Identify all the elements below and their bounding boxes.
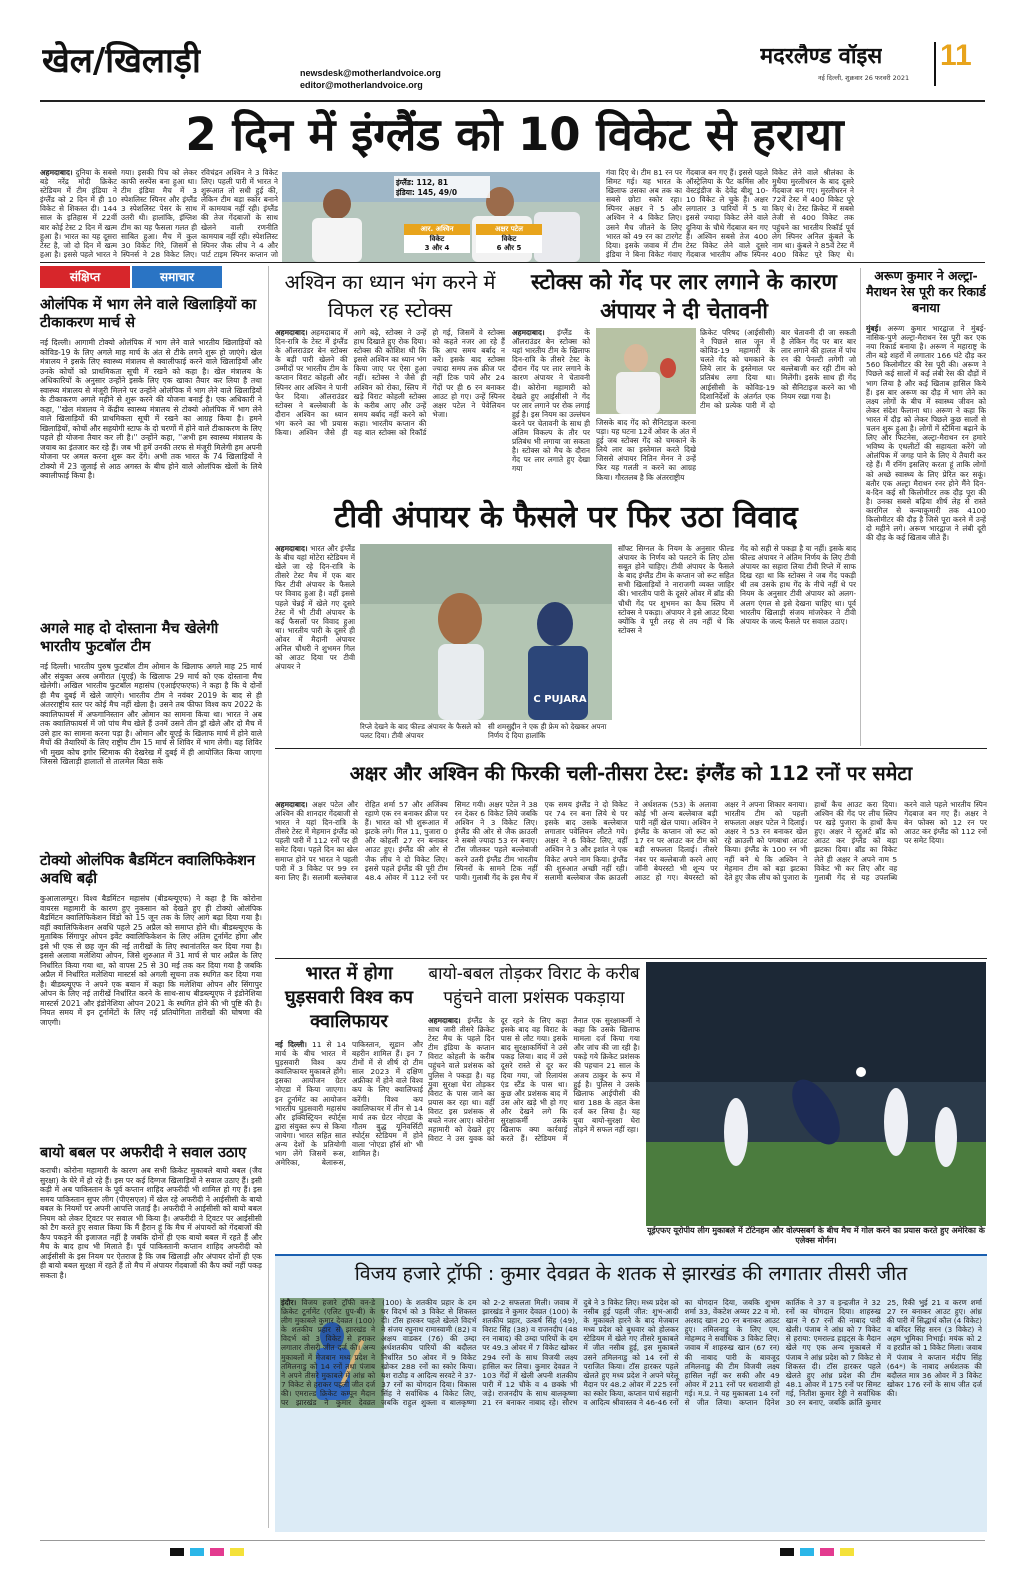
a3-caption: जिसके बाद गेंद को सैनिटाइज करना पड़ा। यह घटना 12वें ओवर के अंत में हुई जब स्टोक्स गेंद को चमकाने के लिये लार का इस्तेमाल करते दिखे जिससे अंपायर नितिन मेनन ने उन्हें फिर यह गलती न करने का आग्रह किया। गौरतलब है कि अंतरराष्ट्रीय <box>596 418 696 482</box>
mark-black <box>170 1548 184 1556</box>
main-col-6: विकेट लेने वाले श्रीलंका के मुथैया मुरलीधरन के बाद दूसरे गेंदबाज बन गए। मुरलीधरन ने 72वें टेस्ट में 400 विकेट पूरे किए थे। टेस्ट क्रिकेट में सबसे तेजी से 400 विकेट तक पहुंचने का भारतीय रिकॉर्ड पूर्व लेग स्पिनर अनिल कुंबले के नाम था। कुंबले ने 85वें टेस्ट में 400 विकेट पूरे किए थे। <box>772 168 854 258</box>
sidebar-badge <box>40 266 262 288</box>
score-box <box>394 176 490 198</box>
a7-text: नई दिल्ली। 11 से 14 मार्च के बीच भारत में घुड़सवारी विश्व कप क्वालिफायर मुकाबले होंगे। इसका आयोजन ग्रेटर नोएडा में किया जाएगा। इन टूर्नामेंट का आयोजन भारतीय घुड़सवारी महासंघ और इक्विस्ट्रियन स्पोर्ट्स द्वारा संयुक्त रूप से किया जायेगा। भारत सहित सात अन्य देशों के प्रतियोगी भाग लेंगे जिसमें रूस, अमेरिका, बेलारूस, पाकिस्तान, सूडान और बहरीन शामिल हैं। इन 7 टीमों में से शीर्ष दो टीम साल 2023 में दक्षिण अफ्रीका में होने वाले विश्व कप के लिए क्वालिफाई करेंगी। विश्व कप क्वालिफायर में तीन से 14 मार्च तक ग्रेटर नोएडा के गौतम बुद्ध यूनिवर्सिटी स्पोर्ट्स स्टेडियम में होने वाला 'नोएडा हॉर्स शो' भी शामिल है। <box>275 1040 423 1168</box>
a6-text: अहमदाबाद। अक्षर पटेल और अश्विन की शानदार गेंदबाजी से भारत ने यहां दिन-रात्रि के तीसरे टेस्ट में मेहमान इंग्लैंड को पहली पारी में 112 रनों पर ही समेट दिया। पहले दिन का खेल समाप्त होने पर भारत ने पहली पारी में 3 विकेट पर 99 रन बना लिए हैं। सलामी बल्लेबाज रोहित शर्मा 57 और अजिंक्य रहाणे एक रन बनाकर क्रीज पर हैं। भारत को भी शुरूआत में झटके लगे। गिल 11, पुजारा 0 और कोहली 27 रन बनाकर आउट हुए। इंग्लैंड की ओर से जैक लीच ने दो विकेट लिए। इससे पहले इंग्लैंड की पूरी टीम 48.4 ओवर में 112 रनों पर सिमट गयी। अक्षर पटेल ने 38 रन देकर 6 विकेट लिये जबकि अश्विन ने 3 विकेट लिए। इंग्लैंड की ओर से जैक क्राउली ने सबसे ज्यादा 53 रन बनाए। टॉस जीतकर पहले बल्लेबाजी करने उतरी इंग्लैंड टीम भारतीय स्पिनरों के सामने टिक नहीं पायी। गुलाबी गेंद के इस मैच में एक समय इंग्लैंड ने दो विकेट पर 74 रन बना लिये थे पर इसके बाद उसके बल्लेबाज लगातार पवेलियन लौटते गये। अक्षर ने 6 विकेट लिए, वहीं अश्विन ने 3 और इशांत ने एक विकेट अपने नाम किया। इंग्लैंड की शुरुआत अच्छी नहीं रही। सलामी बल्लेबाज जैक क्राउली ने अर्धशतक (53) के अलावा कोई भी अन्य बल्लेबाज बड़ी पारी नहीं खेल पाया। अश्विन ने इंग्लैंड के कप्तान जो रूट को 17 रन पर आउट कर टीम को बड़ी सफलता दिलाई। तीसरे नंबर पर बल्लेबाजी करने आए जॉनी बेयरस्टो भी शून्य पर आउट हो गए। बेयरस्टो को अक्षर ने अपना शिकार बनाया। भारतीय टीम को पहली सफलता अक्षर पटेल ने दिलाई। अक्षर ने 53 रन बनाकर खेल रहे क्राउली को पगबाधा आउट किया। इंग्लैंड के 100 रन भी नहीं बने थे कि अश्विन ने मेहमान टीम को बड़ा झटका देते हुए जैक लीच को पुजारा के हाथों कैच आउट करा दिया। अश्विन की गेंद पर लीच स्लिप पर खड़े पुजारा के हाथों कैच हुए। अक्षर ने स्टुअर्ट ब्रॉड को आउट कर इंग्लैंड को बड़ा झटका दिया। ब्रॉड का विकेट लेते ही अक्षर ने अपने नाम 5 विकेट भी कर लिए और वह गुलाबी गेंद से यह उपलब्धि करने वाले पहले भारतीय स्पिन गेंदबाज बन गए हैं। अक्षर ने बेन फोक्स को 12 रन पर आउट कर इंग्लैंड को 112 रनों पर समेट दिया। <box>275 800 987 882</box>
a6-top-rule <box>275 748 987 749</box>
sidebar <box>40 266 262 1532</box>
mark-cyan-2 <box>800 1548 814 1556</box>
stat-ashwin-name: आर. अश्विन <box>404 224 470 235</box>
a3-headline: स्टोक्स को गेंद पर लार लगाने के कारण अंपायर ने दी चेतावनी <box>531 270 837 324</box>
a3-text-2: क्रिकेट परिषद (आईसीसी) ने पिछले साल जून में कोविड-19 महामारी के चलते गेंद को चमकाने के लिये लार के इस्तेमाल पर प्रतिबंध लगा दिया था। आईसीसी के कोविड-19 दिशानिर्देशों के अंतर्गत एक टीम को प्रत्येक पारी में दो बार चेतावनी दी जा सकती है लेकिन गेंद पर बार बार लार लगाने की हालत में पांच रन की पेनल्टी लगेगी जो बल्लेबाजी कर रही टीम को मिलेंगी। इसके साथ ही गेंद को सैनिटाइज करने का भी नियम रखा गया है। <box>700 328 856 410</box>
main-col-3: रविचंद्रन अश्विन ने 3 विकेट लिए। पहली पारी में भारत ने शुरूआत तो सधी हुई की, लेकिन टीम बड़ा स्कोर बनाने में कामयाब नहीं रही। इंग्लैंड की तेज गेंदबाजों के साथ खेलने वाली रणनीति कामयाब नहीं रही। स्पेशलिस्ट स्पिनर जैक लीच ने 4 और पार्ट टाइम स्पिनर कप्तान जो <box>201 168 278 258</box>
a5-caption-left: रिप्ले देखने के बाद फील्ड अंपायर के फैसले को पलट दिया। टीवी अंपायर <box>360 722 481 740</box>
a10-headline: विजय हजारे ट्रॉफी : कुमार देवव्रत के शतक से झारखंड की लगातार तीसरी जीत <box>354 1262 908 1285</box>
a9-caption: यूईएफए यूरोपीय लीग मुकाबले में टॉटेनहम और वोल्फ्सबर्ग के बीच मैच में गोल करने का प्रयास करते हुए अमेरिका के एलेक्स मोर्गन। <box>647 1226 985 1245</box>
svg-text:C PUJARA: C PUJARA <box>533 694 587 705</box>
badge-left: संक्षिप्त <box>40 266 130 288</box>
section-title: खेल/खिलाड़ी <box>42 41 201 81</box>
badge-right: समाचार <box>132 266 222 288</box>
a5-text-3: गेंद को सही से पकड़ा है या नहीं। इसके बाद फील्ड अंपायर ने अंतिम निर्णय के लिए टीवी अंपायर का सहारा लिया टीवी रिप्ले में साफ दिख रहा था कि स्टोक्स ने जब गेंद पकड़ी थी तब उसके हाथ गेंद के नीचे नहीं थे पर नियम के अनुसार टीवी अंपायर को अलग-अलग एंगल से इसे देखना चाहिए था। पूर्व भारतीय खिलाड़ी संजय मांजरेकर ने टीवी अंपायर के जल्द फैसले पर सवाल उठाए। <box>740 544 856 626</box>
page-number: 11 <box>940 39 972 72</box>
main-col-2: गया। इसकी पिच को लेकर काफी सस्पेंस बना हुआ था। टीम इंडिया मैच में 3 स्पेशलिस्ट स्पिनर और इंग्लैंड 3 स्पेशलिस्ट पेसर के साथ उतरी थी। हालांकि, इंग्लिश टीम का यह फैसला गलत ही साबित हुआ। मैच में कुल 30 विकेट गिरे, जिसमें से स्पिनर्स ने 28 विकेट लिए। <box>121 168 197 258</box>
main-bottom-rule <box>40 262 985 263</box>
a4-divider <box>860 268 861 746</box>
main-col-1: अहमदाबाद। दुनिया के सबसे बड़े नरेंद्र मोदी क्रिकेट स्टेडियम में टीम इंडिया ने इंग्लैंड को 2 दिन में ही 10 विकेट से शिकस्त दी। 144 साल के इतिहास में 22वीं बार कोई टेस्ट 2 दिन में खत्म हुआ है। भारत का यह दूसरा टेस्ट है, जो दो दिन में खत्म हुआ है। इससे पहले भारत ने <box>40 168 117 258</box>
a5-text: अहमदाबाद। भारत और इंग्लैंड के बीच यहां मोटेरा स्टेडियम में खेले जा रहे दिन-रात्रि के तीसरे टेस्ट मैच में एक बार फिर टीवी अंपायर के फैसले पर विवाद हुआ है। वहीं इससे पहले चेन्नई में खेले गए दूसरे टेस्ट में भी टीवी अंपायर के कई फैसलों पर विवाद हुआ था। भारतीय पारी के दूसरे ही ओवर में मैदानी अंपायर अनिल चौधरी ने शुभमन गिल को आउट दिया पर टीवी अंपायर ने <box>275 544 355 672</box>
a5-text-2: सॉफ्ट सिग्नल के नियम के अनुसार फील्ड अंपायर के निर्णय को पलटने के लिए ठोस सबूत होने चाहिए। टीवी अंपायर के फैसले के बाद इंग्लैंड टीम के कप्तान जो रूट सहित सभी खिलाड़ियों ने नाराजगी व्यक्त जाहिर की। भारतीय पारी के दूसरे ओवर में ब्रॉड की चौथी गेंद पर शुभमन का कैच स्लिप में स्टोक्स ने पकड़ा। अंपायर ने इसे आउट दिया क्योंकि वे पूरी तरह से तय नहीं थे कि स्टोक्स ने <box>618 544 734 635</box>
sidebar-story-4-text: कराची। कोरोना महामारी के कारण अब सभी क्रिकेट मुकाबले बायो बबल (जैव सुरक्षा) के घेरे में हो रहे हैं। इस पर कई दिग्गज खिलाड़ियों ने सवाल उठाए हैं। इसी कड़ी में अब पाकिस्तान के पूर्व कप्तान शाहिद अफरीदी भी शामिल हो गए हैं। इस समय पाकिस्तान सुपर लीग (पीएसएल) में खेल रहे अफरीदी ने आईसीसी के बायो बबल के नियमों पर अपनी आपत्ति जताई है। अफरीदी ने आईसीसी को बायो बबल नियम को लेकर टि्वटर पर सवाल भी किया है। अफरीदी ने टि्वटर पर आईसीसी को टैग करते हुए सवाल किया कि मैं हैरान हूं कि मैच में अंपायरों को गेंदबाजों की कैप पकड़ने की इजाजत नहीं है जबकि दोनों ही एक बायो बबल में रहते हैं और मैच के बाद हाथ भी मिलाते हैं। पूर्व पाकिस्तानी कप्तान शाहिद अफरीदी को आईसीसी के इस नियम पर ऐतराज है कि जब खिलाड़ी और अंपायर दोनों ही एक ही बायो बबल सुरक्षा में रहते हैं तो मैच में अंपायर गेंदबाजों की कैप क्यों नहीं पकड़ सकता है। <box>40 1166 262 1280</box>
main-headline: 2 दिन में इंग्लैंड को 10 विकेट से हराया <box>185 108 844 161</box>
dateline: नई दिल्ली, शुक्रवार 26 फरवरी 2021 <box>818 74 910 82</box>
stat-axar <box>476 224 542 253</box>
footer-rule <box>40 1540 985 1541</box>
a6-bottom-rule <box>275 958 987 959</box>
a10-text: इंदौर। विजय हजारे ट्रॉफी वन-डे क्रिकेट टूर्नामेंट (एलिट ग्रुप-बी) के लीग मुकाबले कुमार देवव्रत (100) के शतकीय प्रहार से झारखंड ने विदर्भ को 3 विकेट से हराकर लगातार तीसरी जीत दर्ज की। अन्य मुकाबलों में मेजबान मध्य प्रदेश ने तमिलनाडु को 14 रनों तथा पंजाब ने अपने तीसरे मुकाबले में आंध्र को 7 विकेट से हराकर पहली जीत दर्ज की। एमराल्ड क्रिकेट कम्पून मैदान पर झारखंड ने कुमार देवव्रत (100) के शतकीय प्रहार के दम पर विदर्भ को 3 विकेट से शिकस्त दी। टॉस हारकर पहले खेलते विदर्भ ने संजय रघुनाथ रामास्वामी (82) व अक्षय वाडकर (76) की उम्दा अर्धशतकीय पारियों की बदौलत निर्धारित 50 ओवर में 9 विकेट खोकर 288 रनों का स्कोर किया। यश राठौड़ व आदित्य सरवटे ने 37-37 रनों का योगदान दिया। विकास सिंह ने सर्वाधिक 4 विकेट लिए, जबकि राहुल शुक्ला व बालकृष्णा को 2-2 सफलता मिली। जवाब में झारखंड ने कुमार देवव्रत (100) के शतकीय प्रहार, उत्कर्ष सिंह (49), विराट सिंह (38) व राजनदीप (48 रन नाबाद) की उम्दा पारियों के दम पर 49.3 ओवर में 7 विकेट खोकर 294 रनों के साथ विजयी लक्ष्य हासिल कर लिया। कुमार देवव्रत ने 103 गेंदों में खेली अपनी शतकीय पारी में 12 चौके व 4 छक्के भी जड़े। राजनदीप के साथ बालकृष्णा 21 रन बनाकर नाबाद रहे। सौरभ दुबे ने 3 विकेट लिए। मध्य प्रदेश को नसीब हुई पहली जीत: शुभ-आदी के मुकाबले हारने के बाद मेजबान मध्य प्रदेश को बुधवार को होलकर स्टेडियम में खेले गए तीसरे मुकाबले में जीत नसीब हुई, इस मुकाबले उसने तमिलनाडु को 14 रनों से पराजित किया। टॉस हारकर पहले खेलते हुए मध्य प्रदेश ने अपने घरेलू मैदान पर 48.2 ओवर में 225 रनों का स्कोर किया, कप्तान पार्थ सहानी व आदित्य श्रीवास्तव ने 46-46 रनों का योगदान दिया, जबकि शुभम शर्मा 33, वेंकटेश अय्यर 22 व मो. अरशद खान 20 रन बनाकर आउट हुए। तमिलनाडु के लिए एम. मोहम्मद ने सर्वाधिक 3 विकेट लिए। जवाब में शाहरुख खान (67 रन) की नाबाद पारी के बावजूद तमिलनाडु की टीम विजयी लक्ष्य हासिल नहीं कर सकी और 49 ओवर में 211 रनों पर धराशायी हो गई। म.प्र. ने यह मुकाबला 14 रनों से जीत लिया। कप्तान दिनेश कार्तिक ने 37 व इन्द्रजीत ने 32 रनों का योगदान दिया। शाहरुख खान ने 67 रनों की नाबाद पारी खेली। पंजाब ने आंध्र को 7 विकेट से हराया: एमराल्ड हाइट्स के मैदान खेले गए एक अन्य मुकाबले में पंजाब ने आंध्र प्रदेश को 7 विकेट से शिकस्त दी। टॉस हारकर पहले खेलते हुए आंध्र प्रदेश की टीम 48.1 ओवर में 175 रनों पर सिमट गई, नितीश कुमार रेड्डी ने सर्वाधिक 30 रन बनाए, जबकि क्रांति कुमार 25, रिकी भुई 21 व करण शर्मा 27 रन बनाकर आउट हुए। आंध्र की पारी में सिद्धार्थ कौल (4 विकेट) व बरिंदर सिंह सरन (3 विकेट) ने अहम भूमिका निभाई। मयंक को 2 व हरप्रीत को 1 विकेट मिला। जवाब में पंजाब ने कप्तान मंदीप सिंह (64*) के नाबाद अर्धशतक की बदौलत मात्र 36 ओवर में 3 विकेट खोकर 176 रनों के साथ जीत दर्ज की। <box>281 1298 982 1408</box>
football-photo <box>646 962 986 1226</box>
a5-headline: टीवी अंपायर के फैसले पर फिर उठा विवाद <box>334 500 798 535</box>
a8-headline: बायो-बबल तोड़कर विराट के करीब पहुंचने वाला प्रशंसक पकड़ाया <box>428 964 640 1008</box>
stat-axar-label: विकेट <box>476 235 542 244</box>
masthead-rule <box>40 100 985 102</box>
sidebar-story-1-headline: ओलंपिक में भाग लेने वाले खिलाड़ियों का टीकाकरण मार्च से <box>40 297 257 331</box>
email-line-1: newsdesk@motherlandvoice.org <box>300 68 441 78</box>
a3-text: अहमदाबाद। इंग्लैंड के ऑलराउंडर बेन स्टोक्स को यहां भारतीय टीम के खिलाफ दिन-रात्रि के तीसरे टेस्ट के दौरान गेंद पर लार लगाने के कारण अंपायर ने चेतावनी दी। कोरोना महामारी को देखते हुए आईसीसी ने गेंद पर लार लगाने पर रोक लगाई हुई है। इस नियम का उल्लंघन करने पर चेतावनी के साथ ही अंतिम विकल्प के तौर पर प्रतिबंध भी लगाया जा सकता है। स्टोक्स को मैच के दौरान गेंद पर लार लगाते हुए देखा गया <box>512 328 590 474</box>
mark-yellow-2 <box>840 1548 854 1556</box>
a7-headline: भारत में होगा घुड़सवारी विश्व कप क्वालिफायर <box>284 963 414 1032</box>
sidebar-divider <box>268 266 269 1528</box>
stat-axar-val: 6 और 5 <box>476 244 542 253</box>
sidebar-story-3-headline: टोक्यो ओलंपिक बैडमिंटन क्वालिफिकेशन अवधि बढ़ी <box>40 853 256 887</box>
a2-text: अहमदाबाद। अहमदाबाद में दिन-रात्रि के टेस्ट में इंग्लैंड के ऑलराउंडर बेन स्टोक्स के बड़ी पारी खेलने की उम्मीदों पर भारतीय टीम के कप्तान विराट कोहली और स्पिनर आर अश्विन ने पानी फेर दिया। ऑलराउंडर स्टोक्स ने बल्लेबाजी के दौरान अश्विन का ध्यान भंग करने का भी प्रयास किया। अश्विन जैसे ही आगे बढ़े, स्टोक्स ने उन्हें हाथ दिखाते हुए रोक दिया। स्टोक्स की कोशिश थी कि इससे अश्विन का ध्यान भंग किया जाए पर ऐसा हुआ नहीं। स्टोक्स ने जैसे ही अश्विन को रोका, स्लिप में खड़े विराट कोहली स्टोक्स के करीब आए और उन्हें समय बर्बाद नहीं करने को कहा। भारतीय कप्तान की यह बात स्टोक्स को रिकॉर्ड हो गई, जिसमें वे स्टोक्स को कहते नजर आ रहे हैं कि आप समय बर्बाद न करें। इसके बाद स्टोक्स ज्यादा समय तक क्रीज पर नहीं टिक पाये और 24 गेंदों पर ही 6 रन बनाकर आउट हो गए। उन्हें स्पिनर अक्षर पटेल ने पेवेलियन भेजा। <box>275 328 505 438</box>
a6-headline: अक्षर और अश्विन की फिरकी चली-तीसरा टेस्ट: इंग्लैंड को 112 रनों पर समेटा <box>349 762 913 785</box>
main-photo <box>282 172 600 262</box>
score-england: इंग्लैंड: 112, 81 <box>396 178 449 187</box>
stat-axar-name: अक्षर पटेल <box>476 224 542 235</box>
masthead-divider <box>934 42 936 86</box>
a8-text: अहमदाबाद। इंग्लैंड के साथ जारी तीसरे क्रिकेट टेस्ट मैच के पहले दिन टीम इंडिया के कप्तान विराट कोहली के करीब पहुंचने वाले प्रशंसक को पुलिस ने पकड़ा है। यह युवा सुरक्षा घेरा तोड़कर विराट के पास जाने का प्रयास कर रहा था। वहीं विराट इस प्रशंसक से बचते नजर आए। कोरोना महामारी को देखते हुए विराट ने उस युवक को दूर रहने के लिए कहा इसके बाद वह विराट के पास से लौट गया। इसके बाद सुरक्षाकर्मियों ने उसे पकड़ लिया। बाद में उसे दूसरे रास्ते से दूर कर दिया गया, जो रिलायंस एंड स्टैंड के पास था। कुछ और प्रशंसक बाद में उस ओर खड़े भी हो गए और देखने लगे कि सुरक्षाकर्मी उसके खिलाफ क्या कार्रवाई करते हैं। स्टेडियम में तैनात एक सुरक्षाकर्मी ने कहा कि उसके खिलाफ मामला दर्ज किया गया और जांच की जा रही है। पकड़े गये क्रिकेट प्रशंसक की पहचान 21 साल के अजय ठाकुर के रूप में हुई है। पुलिस ने उसके खिलाफ आईपीसी की धारा 188 के तहत केस दर्ज कर लिया है। यह युवा बायो-सुरक्षा घेरा तोड़ने में सफल नहीं रहा। <box>428 1016 640 1144</box>
mark-black-2 <box>780 1548 794 1556</box>
footer-marks <box>40 1548 985 1558</box>
mark-cyan <box>190 1548 204 1556</box>
a2-headline: अश्विन का ध्यान भंग करने में विफल रह स्टोक्स <box>284 270 496 322</box>
main-col-5: गेंदबाज बन गए हैं। इससे पहले ऑस्ट्रेलिया के पैट कमिंस और वेस्टइंडीज के देवेंद्र बीशू 10-10 विकेट ले चुके हैं। अक्षर लगातार 3 पारियों में 5 या इससे ज्यादा विकेट लेने वाले दुनिया के चौथे गेंदबाज बन गए हैं। अश्विन सबसे तेज 400 टेस्ट विकेट लेने वाले दूसरे गेंदबाज भारतीय ऑफ स्पिनर <box>686 168 768 258</box>
sidebar-story-1-text: नई दिल्ली। आगामी टोक्यो ओलंपिक में भाग लेने वाले भारतीय खिलाड़ियों को कोविड-19 के लिए अगले माह मार्च के अंत से टीके लगने शुरू हो जाएंगे। खेल मंत्रालय ने इसके लिए स्वास्थ्य मंत्रालय से क्वालीफाई करने वाले खिलाड़ियों और उनके कोचों को प्राथमिकता सूची में रखने को कहा है। खेल मंत्रालय के अधिकारियों के अनुसार उन्होंने इसके लिए एक खाका तैयार कर लिया है तथा स्वास्थ्य मंत्रालय से मंजूरी मिलने पर उन्होंने ओलंपिक में भाग लेने वाले खिलाड़ियों के टीकाकरण अगले महीने से शुरू करने की योजना बनाई है। एक अधिकारी ने कहा, ''खेल मंत्रालय ने केंद्रीय स्वास्थ्य मंत्रालय से टोक्यो ओलंपिक में भाग लेने वाले खिलाड़ियों की प्राथमिकता सूची में रखने का आग्रह किया है। हमने खिलाड़ियों, कोचों और सहयोगी स्टाफ के दो चरणों में होने वाले टीकाकरण के लिए पहले ही योजना तैयार कर ली है।'' उन्होंने कहा, ''अभी हम स्वास्थ्य मंत्रालय के जवाब का इंतजार कर रहे हैं। जब भी हमें उनकी तरफ से मंजूरी मिलेगी हम अपनी योजना पर अमल करना शुरू कर देंगे। अभी तक भारत के 74 खिलाड़ियों ने टोक्यो में 23 जुलाई से आठ अगस्त के बीच होने वाले ओलंपिक खेलों के लिये क्वालीफाई किया है। <box>40 338 262 480</box>
mark-yellow <box>230 1548 244 1556</box>
sidebar-story-4-headline: बायो बबल पर अफरीदी ने सवाल उठाए <box>40 1145 247 1161</box>
sidebar-story-2-text: नई दिल्ली। भारतीय पुरुष फुटबॉल टीम ओमान के खिलाफ अगले माह 25 मार्च और संयुक्त अरब अमीरात (यूएई) के खिलाफ 29 मार्च को एक दोस्ताना मैच खेलेगी। अखिल भारतीय फुटबॉल महासंघ (एआईएफएफ) ने कहा है कि ये दोनों ही मैच दुबई में खेले जाएंगे। भारतीय टीम ने नवंबर 2019 के बाद से ही अंतरराष्ट्रीय स्तर पर कोई मैच नहीं खेला है। उसने तब फीफा विश्व कप 2022 के क्वालिफायर्स में अफगानिस्तान और ओमान का सामना किया था। भारत ने अब तक क्वालिफायर्स में जो पांच मैच खेले हैं उनमें उसने तीन ड्रॉ खेले और दो मैच में उसे हार का सामना करना पड़ा है। ओमान और यूएई के खिलाफ मार्च में होने वाले मैचों की तैयारियों के लिए राष्ट्रीय टीम 15 मार्च से शिविर में भाग लेगी। यह शिविर भी मुख्य कोच इगोर स्टिमाक की देखरेख में दुबई में ही आयोजित किया जाएगा जिससे खिलाड़ी हालातों से तालमेल बिठा सके <box>40 662 262 766</box>
mark-magenta-2 <box>820 1548 834 1556</box>
a4-text: मुंबई। अरूण कुमार भारद्वाज ने मुंबई-नासिक-पुणे अल्ट्रा-मैराथन रेस पूरी कर एक नया रिकार्ड बनाया है। अरूण ने महाराष्ट्र के तीन बड़े शहरों में लगातार 166 घंटे दौड़ कर 560 किलोमीटर की रेस पूरी की। अरूण ने पिछले कई सालों में कई लंबी रेस की दौड़ों में भाग लिया है और कई खिताब हासिल किये हैं। इस बार अरूण का दौड़ में भाग लेने का लक्ष्य लोगों के बीच में स्वास्थ्य जीवन को लेकर संदेश फैलाना था। अरूण ने कहा कि भारत में दौड़ को लेकर पिछले कुछ सालों से चलन शुरू हुआ है। लोगों में स्टैमिना बढ़ाने के लिए और फिटनेस, अल्ट्रा-मैराथन रन हमारे भविष्य के एथलीटों की सहायता करेंगे जो ओलंपिक में जगह पाने के लिए ये तैयारी कर रहे हैं। मैं रनिंग इसलिए करता हूं ताकि लोगों को अच्छे स्वास्थ्य के लिए प्रेरित कर सकूं। बतौर एक अल्ट्रा मैराथन रनर होने मैंने दिन-ब-दिन कई सौ किलोमीटर तक दौड़ पूरा की है। उनका सबसे बढ़िया शीर्ष लेह से रास्ते कारगिल से कन्याकुमारी तक 4100 किलोमीटर की दौड़ है जिसे पूरा करने में उन्हें दो महीने लगे। अरूण भारद्वाज ने लंबी दूरी की दौड़ के कई खिताब जीते हैं। <box>866 324 986 543</box>
a4-headline: अरूण कुमार ने अल्ट्रा-मैराथन रेस पूरी कर रिकार्ड बनाया <box>866 268 986 315</box>
a9-photo <box>646 962 986 1226</box>
masthead <box>0 0 1024 105</box>
stat-ashwin <box>404 224 470 253</box>
stokes-photo <box>596 328 696 414</box>
main-col-4: गंवा दिए थे। टीम 81 रन पर सिमट गई। यह भारत के खिलाफ उसका अब तक का सबसे छोटा स्कोर रहा। स्पिनर अक्षर ने 5 और अश्विन ने 4 विकेट लिए। उसने मैच जीतने के लिए भारत को 49 रन का टारगेट दिया। इसके जवाब में टीम इंडिया ने बिना विकेट गंवाए <box>606 168 682 258</box>
mark-magenta <box>210 1548 224 1556</box>
a5-caption-right: सी शमसुद्दीन ने एक ही फ्रेम को देखकर अपना निर्णय दे दिया हालांकि <box>488 722 607 740</box>
stat-ashwin-val: 3 और 4 <box>404 244 470 253</box>
email-line-2: editor@motherlandvoice.org <box>300 80 423 90</box>
score-india: इंडिया: 145, 49/0 <box>396 188 458 197</box>
sidebar-story-3-text: कुआलालम्पुर। विश्व बैडमिंटन महासंघ (बीडब्ल्यूएफ) ने कहा है कि कोरोना वायरस महामारी के कारण हुए नुकसान को देखते हुए ही टोक्यो ओलंपिक बैडमिंटन क्वालिफिकेशन विंडो को 15 जून तक के लिए आगे बढ़ा दिया गया है। वहीं क्वालिफिकेशन अवधि पहले 25 अप्रैल को समाप्त होने थी। बीडब्ल्यूएफ के मुताबिक सिंगापुर ओपन इवेंट क्वालिफिकेशन के लिए अंतिम टूर्नामेंट होगा और इसे भी एक से छह जून की नई तारीखों के लिए स्थानांतरित कर दिया गया है। इससे अलावा मलेशिया ओपन, जिसे शुरुआत में 31 मार्च से चार अप्रैल के लिए निर्धारित किया गया था, को वापस 25 से 30 मई तक कर दिया गया है जबकि अप्रैल में निर्धारित मलेशिया मास्टर्स को अगली सूचना तक स्थगित कर दिया गया है। बीडब्ल्यूएफ ने अपने एक बयान में कहा कि मलेशिया ओपन और सिंगापुर ओपन के लिए नई तारीखें निर्धारित करने के साथ-साथ बीडब्ल्यूएफ ने इंडोनेशिया मास्टर्स 2021 और इंडोनेशिया ओपन 2021 के स्थगित होने की भी पुष्टि की है। नियत समय में इन टूर्नामेंटों के लिए नई प्रतियोगिता तारीखों की घोषणा की जाएगी। <box>40 894 262 1027</box>
stat-ashwin-label: विकेट <box>404 235 470 244</box>
a5-photo <box>360 544 612 720</box>
a3-photo <box>596 328 696 414</box>
paper-name: मदरलैण्ड वॉइस <box>760 44 883 69</box>
sidebar-story-2-headline: अगले माह दो दोस्ताना मैच खेलेगी भारतीय फुटबॉल टीम <box>40 621 219 655</box>
umpire-photo <box>360 544 612 720</box>
